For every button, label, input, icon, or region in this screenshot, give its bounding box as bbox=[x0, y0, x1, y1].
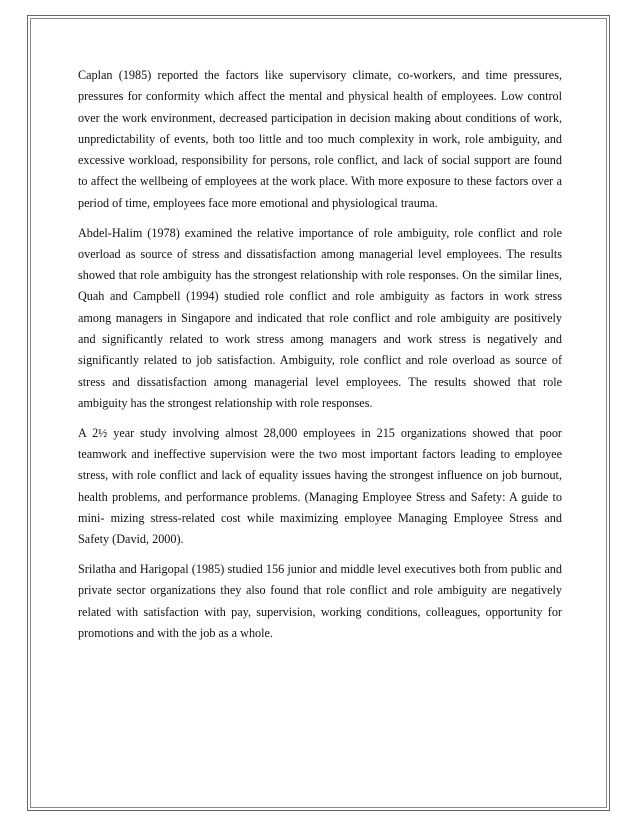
paragraph-caplan: Caplan (1985) reported the factors like supervisory climate, co-workers, and time pressures, pressures for conformity which affect the mental and physical health of employees. Low control over the work environment, decreased participation in decision making about conditions of work, unpredictability of events, both too little and too much complexity in work, role ambiguity, and excessive workload, responsibility for persons, role conflict, and lack of social support are found to affect the wellbeing of employees at the work place. With more exposure to these factors over a period of time, employees face more emotional and physiological trauma. bbox=[78, 68, 562, 210]
document-body bbox=[78, 65, 562, 653]
paragraph-study: A 2½ year study involving almost 28,000 employees in 215 organizations showed that poor teamwork and ineffective supervision were the two most important factors leading to employee stress, with role conflict and lack of equality issues having the strongest influence on job burnout, health problems, and performance problems. (Managing Employee Stress and Safety: A guide to mini- mizing stress-related cost while maximizing employee Managing Employee Stress and Safety (David, 2000). bbox=[78, 425, 562, 547]
paragraph-abdel-halim: Abdel-Halim (1978) examined the relative importance of role ambiguity, role conflict and role overload as source of stress and dissatisfaction among managerial level employees. The results showed that role ambiguity has the strongest relationship with role responses. On the similar lines, Quah and Campbell (1994) studied role conflict and role ambiguity as factors in work stress among managers in Singapore and indicated that role conflict and role ambiguity are positively and significantly related to work stress among managers and work stress is negatively and significantly related to job satisfaction. Ambiguity, role conflict and role overload as source of stress and dissatisfaction among managerial level employees. The results showed that role ambiguity has the strongest relationship with role responses. bbox=[78, 225, 562, 410]
paragraph-srilatha: Srilatha and Harigopal (1985) studied 156 junior and middle level executives both from public and private sector organizations they also found that role conflict and role ambiguity are negatively related with satisfaction with pay, supervision, working conditions, colleagues, opportunity for promotions and with the job as a whole. bbox=[78, 562, 562, 640]
